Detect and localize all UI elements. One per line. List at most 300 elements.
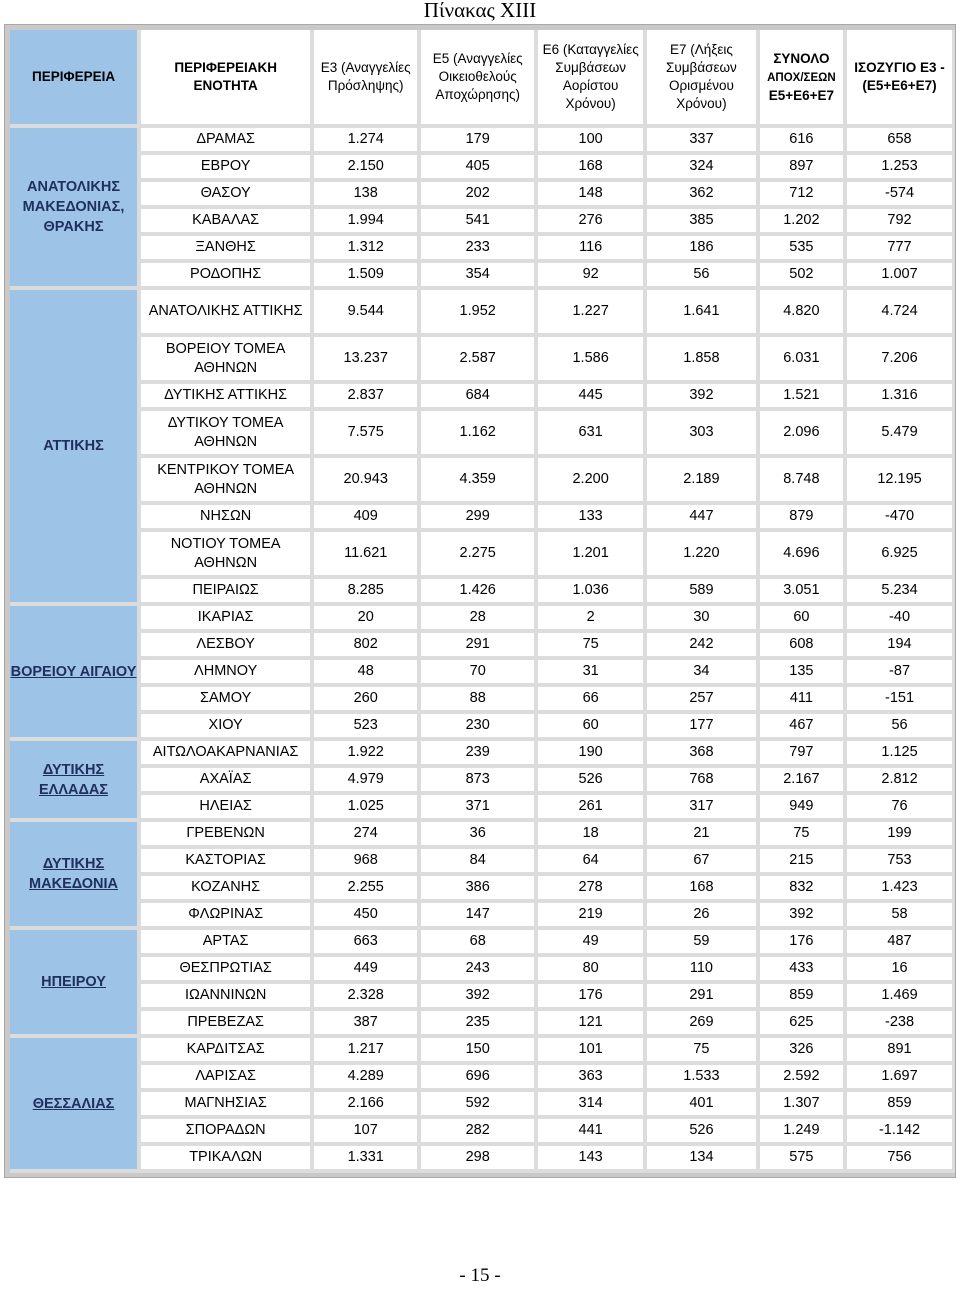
total-cell: 2.096	[760, 411, 847, 458]
region-cell	[10, 822, 141, 930]
total-cell: 392	[760, 903, 847, 930]
e6-cell: 49	[538, 930, 647, 957]
e5-cell: 371	[421, 795, 538, 822]
e5-cell: 873	[421, 768, 538, 795]
e3-cell: 13.237	[314, 337, 421, 384]
e7-cell: 168	[647, 876, 760, 903]
e6-cell: 18	[538, 822, 647, 849]
balance-cell: 4.724	[847, 290, 956, 337]
e5-cell: 235	[421, 1011, 538, 1038]
header-total-line1: ΣΥΝΟΛΟ	[773, 50, 830, 66]
e6-cell: 133	[538, 505, 647, 532]
page-title: Πίνακας XIII	[423, 0, 537, 22]
balance-cell: -238	[847, 1011, 956, 1038]
e7-cell: 34	[647, 660, 760, 687]
total-cell: 215	[760, 849, 847, 876]
total-cell: 3.051	[760, 579, 847, 606]
e5-cell: 68	[421, 930, 538, 957]
e6-cell: 116	[538, 236, 647, 263]
unit-cell: ΧΙΟΥ	[141, 714, 314, 741]
balance-cell: 76	[847, 795, 956, 822]
table-row	[10, 1038, 956, 1065]
table-row	[10, 660, 956, 687]
e5-cell: 1.162	[421, 411, 538, 458]
e3-cell: 8.285	[314, 579, 421, 606]
e3-cell: 260	[314, 687, 421, 714]
unit-cell: ΓΡΕΒΕΝΩΝ	[141, 822, 314, 849]
unit-cell: ΛΑΡΙΣΑΣ	[141, 1065, 314, 1092]
e6-cell: 31	[538, 660, 647, 687]
region-label: ΑΝΑΤΟΛΙΚΗΣ ΜΑΚΕΔΟΝΙΑΣ, ΘΡΑΚΗΣ	[22, 179, 125, 235]
e5-cell: 298	[421, 1146, 538, 1173]
e3-cell: 450	[314, 903, 421, 930]
e7-cell: 303	[647, 411, 760, 458]
e5-cell: 2.275	[421, 532, 538, 579]
total-cell: 575	[760, 1146, 847, 1173]
e5-cell: 592	[421, 1092, 538, 1119]
balance-cell: 1.007	[847, 263, 956, 290]
table-row	[10, 930, 956, 957]
e7-cell: 269	[647, 1011, 760, 1038]
table-row	[10, 182, 956, 209]
table-row	[10, 411, 956, 458]
total-cell: 75	[760, 822, 847, 849]
e6-cell: 66	[538, 687, 647, 714]
e5-cell: 299	[421, 505, 538, 532]
e7-cell: 768	[647, 768, 760, 795]
e3-cell: 1.025	[314, 795, 421, 822]
e7-cell: 59	[647, 930, 760, 957]
e6-cell: 101	[538, 1038, 647, 1065]
table-row	[10, 633, 956, 660]
e3-cell: 11.621	[314, 532, 421, 579]
region-label: ΔΥΤΙΚΗΣ ΕΛΛΑΔΑΣ	[38, 761, 109, 798]
e6-cell: 1.201	[538, 532, 647, 579]
unit-cell: ΚΑΡΔΙΤΣΑΣ	[141, 1038, 314, 1065]
balance-cell: 859	[847, 1092, 956, 1119]
total-cell: 4.820	[760, 290, 847, 337]
e3-cell: 1.994	[314, 209, 421, 236]
region-label: ΗΠΕΙΡΟΥ	[41, 974, 106, 990]
unit-cell: ΔΥΤΙΚΗΣ ΑΤΤΙΚΗΣ	[141, 384, 314, 411]
e6-cell: 148	[538, 182, 647, 209]
e3-cell: 4.979	[314, 768, 421, 795]
e6-cell: 314	[538, 1092, 647, 1119]
region-label: ΒΟΡΕΙΟΥ ΑΙΓΑΙΟΥ	[10, 663, 137, 680]
header-row	[10, 30, 956, 128]
total-cell: 832	[760, 876, 847, 903]
e6-cell: 121	[538, 1011, 647, 1038]
e3-cell: 20.943	[314, 458, 421, 505]
balance-cell: 777	[847, 236, 956, 263]
header-e6: Ε6 (Καταγγελίες Συμβάσεων Αορίστου Χρόνου)	[538, 30, 647, 128]
table-row	[10, 458, 956, 505]
header-region: ΠΕΡΙΦΕΡΕΙΑ	[10, 30, 141, 128]
e3-cell: 9.544	[314, 290, 421, 337]
balance-cell: 756	[847, 1146, 956, 1173]
unit-cell: ΡΟΔΟΠΗΣ	[141, 263, 314, 290]
unit-cell: ΦΛΩΡΙΝΑΣ	[141, 903, 314, 930]
e3-cell: 1.331	[314, 1146, 421, 1173]
e3-cell: 274	[314, 822, 421, 849]
e3-cell: 1.217	[314, 1038, 421, 1065]
e7-cell: 1.533	[647, 1065, 760, 1092]
table-row	[10, 768, 956, 795]
total-cell: 1.202	[760, 209, 847, 236]
e7-cell: 362	[647, 182, 760, 209]
e6-cell: 168	[538, 155, 647, 182]
e3-cell: 2.150	[314, 155, 421, 182]
e5-cell: 386	[421, 876, 538, 903]
e7-cell: 401	[647, 1092, 760, 1119]
e3-cell: 20	[314, 606, 421, 633]
e6-cell: 278	[538, 876, 647, 903]
e5-cell: 282	[421, 1119, 538, 1146]
table-row	[10, 984, 956, 1011]
e3-cell: 968	[314, 849, 421, 876]
table-row	[10, 876, 956, 903]
e5-cell: 354	[421, 263, 538, 290]
total-cell: 879	[760, 505, 847, 532]
header-e3: Ε3 (Αναγγελίες Πρόσληψης)	[314, 30, 421, 128]
e6-cell: 64	[538, 849, 647, 876]
unit-cell: ΘΕΣΠΡΩΤΙΑΣ	[141, 957, 314, 984]
header-total	[760, 30, 847, 128]
e3-cell: 1.274	[314, 128, 421, 155]
data-table	[10, 30, 956, 1173]
table-row	[10, 290, 956, 337]
e5-cell: 88	[421, 687, 538, 714]
e6-cell: 526	[538, 768, 647, 795]
e5-cell: 147	[421, 903, 538, 930]
table-row	[10, 714, 956, 741]
e7-cell: 447	[647, 505, 760, 532]
region-label: ΘΕΣΣΑΛΙΑΣ	[32, 1095, 115, 1112]
balance-cell: 1.423	[847, 876, 956, 903]
balance-cell: -574	[847, 182, 956, 209]
table-frame	[4, 24, 956, 1178]
total-cell: 712	[760, 182, 847, 209]
total-cell: 2.592	[760, 1065, 847, 1092]
region-cell	[10, 290, 141, 606]
e6-cell: 219	[538, 903, 647, 930]
e5-cell: 150	[421, 1038, 538, 1065]
e3-cell: 387	[314, 1011, 421, 1038]
total-cell: 897	[760, 155, 847, 182]
e3-cell: 409	[314, 505, 421, 532]
e7-cell: 392	[647, 384, 760, 411]
e5-cell: 243	[421, 957, 538, 984]
header-unit: ΠΕΡΙΦΕΡΕΙΑΚΗ ΕΝΟΤΗΤΑ	[141, 30, 314, 128]
e5-cell: 4.359	[421, 458, 538, 505]
e3-cell: 523	[314, 714, 421, 741]
total-cell: 8.748	[760, 458, 847, 505]
table-row	[10, 263, 956, 290]
total-cell: 467	[760, 714, 847, 741]
e3-cell: 663	[314, 930, 421, 957]
e6-cell: 176	[538, 984, 647, 1011]
e7-cell: 56	[647, 263, 760, 290]
e6-cell: 190	[538, 741, 647, 768]
balance-cell: -1.142	[847, 1119, 956, 1146]
table-row	[10, 1092, 956, 1119]
unit-cell: ΑΝΑΤΟΛΙΚΗΣ ΑΤΤΙΚΗΣ	[141, 290, 314, 337]
e6-cell: 100	[538, 128, 647, 155]
table-row	[10, 1146, 956, 1173]
e7-cell: 177	[647, 714, 760, 741]
e7-cell: 242	[647, 633, 760, 660]
balance-cell: -470	[847, 505, 956, 532]
total-cell: 60	[760, 606, 847, 633]
table-row	[10, 579, 956, 606]
e7-cell: 110	[647, 957, 760, 984]
e5-cell: 230	[421, 714, 538, 741]
e3-cell: 2.837	[314, 384, 421, 411]
unit-cell: ΚΑΒΑΛΑΣ	[141, 209, 314, 236]
unit-cell: ΔΡΑΜΑΣ	[141, 128, 314, 155]
region-cell	[10, 128, 141, 290]
e6-cell: 92	[538, 263, 647, 290]
total-cell: 949	[760, 795, 847, 822]
e6-cell: 445	[538, 384, 647, 411]
balance-cell: -40	[847, 606, 956, 633]
header-balance: ΙΣΟΖΥΓΙΟ Ε3 -(Ε5+Ε6+Ε7)	[847, 30, 956, 128]
balance-cell: 16	[847, 957, 956, 984]
total-cell: 135	[760, 660, 847, 687]
region-label: ΑΤΤΙΚΗΣ	[43, 438, 104, 454]
balance-cell: 199	[847, 822, 956, 849]
e5-cell: 1.952	[421, 290, 538, 337]
page-number: - 15 -	[459, 1265, 501, 1286]
e7-cell: 1.858	[647, 337, 760, 384]
balance-cell: 56	[847, 714, 956, 741]
e3-cell: 7.575	[314, 411, 421, 458]
unit-cell: ΚΟΖΑΝΗΣ	[141, 876, 314, 903]
e7-cell: 257	[647, 687, 760, 714]
balance-cell: -151	[847, 687, 956, 714]
unit-cell: ΣΠΟΡΑΔΩΝ	[141, 1119, 314, 1146]
e7-cell: 317	[647, 795, 760, 822]
e6-cell: 631	[538, 411, 647, 458]
unit-cell: ΚΑΣΤΟΡΙΑΣ	[141, 849, 314, 876]
balance-cell: 1.253	[847, 155, 956, 182]
e3-cell: 1.922	[314, 741, 421, 768]
total-cell: 433	[760, 957, 847, 984]
balance-cell: 1.469	[847, 984, 956, 1011]
e7-cell: 324	[647, 155, 760, 182]
e6-cell: 1.227	[538, 290, 647, 337]
table-row	[10, 795, 956, 822]
unit-cell: ΝΗΣΩΝ	[141, 505, 314, 532]
total-cell: 625	[760, 1011, 847, 1038]
header-total-line3: Ε5+Ε6+Ε7	[768, 87, 835, 103]
e6-cell: 60	[538, 714, 647, 741]
e5-cell: 202	[421, 182, 538, 209]
e5-cell: 179	[421, 128, 538, 155]
total-cell: 535	[760, 236, 847, 263]
balance-cell: 792	[847, 209, 956, 236]
e5-cell: 36	[421, 822, 538, 849]
total-cell: 859	[760, 984, 847, 1011]
total-cell: 176	[760, 930, 847, 957]
e6-cell: 80	[538, 957, 647, 984]
unit-cell: ΠΡΕΒΕΖΑΣ	[141, 1011, 314, 1038]
balance-cell: 1.316	[847, 384, 956, 411]
table-row	[10, 957, 956, 984]
e5-cell: 28	[421, 606, 538, 633]
e5-cell: 1.426	[421, 579, 538, 606]
total-cell: 326	[760, 1038, 847, 1065]
unit-cell: ΕΒΡΟΥ	[141, 155, 314, 182]
e6-cell: 441	[538, 1119, 647, 1146]
e5-cell: 392	[421, 984, 538, 1011]
e7-cell: 2.189	[647, 458, 760, 505]
unit-cell: ΠΕΙΡΑΙΩΣ	[141, 579, 314, 606]
total-cell: 6.031	[760, 337, 847, 384]
table-row	[10, 1011, 956, 1038]
e5-cell: 2.587	[421, 337, 538, 384]
table-row	[10, 1119, 956, 1146]
e5-cell: 405	[421, 155, 538, 182]
region-cell	[10, 930, 141, 1038]
e7-cell: 526	[647, 1119, 760, 1146]
e5-cell: 541	[421, 209, 538, 236]
table-row	[10, 822, 956, 849]
total-cell: 1.521	[760, 384, 847, 411]
e6-cell: 2	[538, 606, 647, 633]
e3-cell: 1.312	[314, 236, 421, 263]
e7-cell: 67	[647, 849, 760, 876]
table-row	[10, 532, 956, 579]
unit-cell: ΙΚΑΡΙΑΣ	[141, 606, 314, 633]
unit-cell: ΛΗΜΝΟΥ	[141, 660, 314, 687]
e6-cell: 2.200	[538, 458, 647, 505]
table-row	[10, 687, 956, 714]
e6-cell: 1.036	[538, 579, 647, 606]
balance-cell: -87	[847, 660, 956, 687]
unit-cell: ΣΑΜΟΥ	[141, 687, 314, 714]
unit-cell: ΑΧΑΪΑΣ	[141, 768, 314, 795]
e3-cell: 4.289	[314, 1065, 421, 1092]
balance-cell: 5.234	[847, 579, 956, 606]
unit-cell: ΝΟΤΙΟΥ ΤΟΜΕΑ ΑΘΗΝΩΝ	[141, 532, 314, 579]
balance-cell: 2.812	[847, 768, 956, 795]
unit-cell: ΚΕΝΤΡΙΚΟΥ ΤΟΜΕΑ ΑΘΗΝΩΝ	[141, 458, 314, 505]
e3-cell: 2.166	[314, 1092, 421, 1119]
unit-cell: ΔΥΤΙΚΟΥ ΤΟΜΕΑ ΑΘΗΝΩΝ	[141, 411, 314, 458]
e7-cell: 26	[647, 903, 760, 930]
e5-cell: 684	[421, 384, 538, 411]
total-cell: 2.167	[760, 768, 847, 795]
e5-cell: 239	[421, 741, 538, 768]
table-row	[10, 209, 956, 236]
unit-cell: ΑΙΤΩΛΟΑΚΑΡΝΑΝΙΑΣ	[141, 741, 314, 768]
balance-cell: 1.697	[847, 1065, 956, 1092]
e7-cell: 589	[647, 579, 760, 606]
e3-cell: 138	[314, 182, 421, 209]
balance-cell: 891	[847, 1038, 956, 1065]
table-row	[10, 128, 956, 155]
e5-cell: 291	[421, 633, 538, 660]
e6-cell: 276	[538, 209, 647, 236]
balance-cell: 1.125	[847, 741, 956, 768]
unit-cell: ΞΑΝΘΗΣ	[141, 236, 314, 263]
e3-cell: 2.328	[314, 984, 421, 1011]
unit-cell: ΛΕΣΒΟΥ	[141, 633, 314, 660]
balance-cell: 194	[847, 633, 956, 660]
e3-cell: 449	[314, 957, 421, 984]
e6-cell: 363	[538, 1065, 647, 1092]
unit-cell: ΤΡΙΚΑΛΩΝ	[141, 1146, 314, 1173]
e7-cell: 368	[647, 741, 760, 768]
e7-cell: 337	[647, 128, 760, 155]
e6-cell: 1.586	[538, 337, 647, 384]
header-e5: Ε5 (Αναγγελίες Οικειοθελούς Αποχώρησης)	[421, 30, 538, 128]
table-row	[10, 236, 956, 263]
table-row	[10, 337, 956, 384]
e5-cell: 696	[421, 1065, 538, 1092]
header-e7: Ε7 (Λήξεις Συμβάσεων Ορισμένου Χρόνου)	[647, 30, 760, 128]
e5-cell: 84	[421, 849, 538, 876]
region-label: ΔΥΤΙΚΗΣ ΜΑΚΕΔΟΝΙΑ	[29, 856, 119, 892]
e6-cell: 75	[538, 633, 647, 660]
table-row	[10, 741, 956, 768]
total-cell: 502	[760, 263, 847, 290]
balance-cell: 5.479	[847, 411, 956, 458]
balance-cell: 487	[847, 930, 956, 957]
e3-cell: 1.509	[314, 263, 421, 290]
e7-cell: 291	[647, 984, 760, 1011]
table-row	[10, 606, 956, 633]
region-cell	[10, 1038, 141, 1173]
e7-cell: 186	[647, 236, 760, 263]
table-row	[10, 155, 956, 182]
e7-cell: 21	[647, 822, 760, 849]
total-cell: 1.249	[760, 1119, 847, 1146]
e5-cell: 233	[421, 236, 538, 263]
total-cell: 411	[760, 687, 847, 714]
table-row	[10, 849, 956, 876]
balance-cell: 12.195	[847, 458, 956, 505]
balance-cell: 7.206	[847, 337, 956, 384]
table-row	[10, 384, 956, 411]
e7-cell: 1.641	[647, 290, 760, 337]
region-cell	[10, 741, 141, 822]
table-row	[10, 505, 956, 532]
e3-cell: 48	[314, 660, 421, 687]
e3-cell: 2.255	[314, 876, 421, 903]
unit-cell: ΒΟΡΕΙΟΥ ΤΟΜΕΑ ΑΘΗΝΩΝ	[141, 337, 314, 384]
unit-cell: ΜΑΓΝΗΣΙΑΣ	[141, 1092, 314, 1119]
total-cell: 608	[760, 633, 847, 660]
balance-cell: 658	[847, 128, 956, 155]
balance-cell: 6.925	[847, 532, 956, 579]
e7-cell: 385	[647, 209, 760, 236]
e6-cell: 261	[538, 795, 647, 822]
e7-cell: 30	[647, 606, 760, 633]
unit-cell: ΗΛΕΙΑΣ	[141, 795, 314, 822]
balance-cell: 753	[847, 849, 956, 876]
unit-cell: ΑΡΤΑΣ	[141, 930, 314, 957]
e5-cell: 70	[421, 660, 538, 687]
region-cell	[10, 606, 141, 741]
e7-cell: 1.220	[647, 532, 760, 579]
total-cell: 1.307	[760, 1092, 847, 1119]
total-cell: 4.696	[760, 532, 847, 579]
table-row	[10, 1065, 956, 1092]
unit-cell: ΙΩΑΝΝΙΝΩΝ	[141, 984, 314, 1011]
e6-cell: 143	[538, 1146, 647, 1173]
